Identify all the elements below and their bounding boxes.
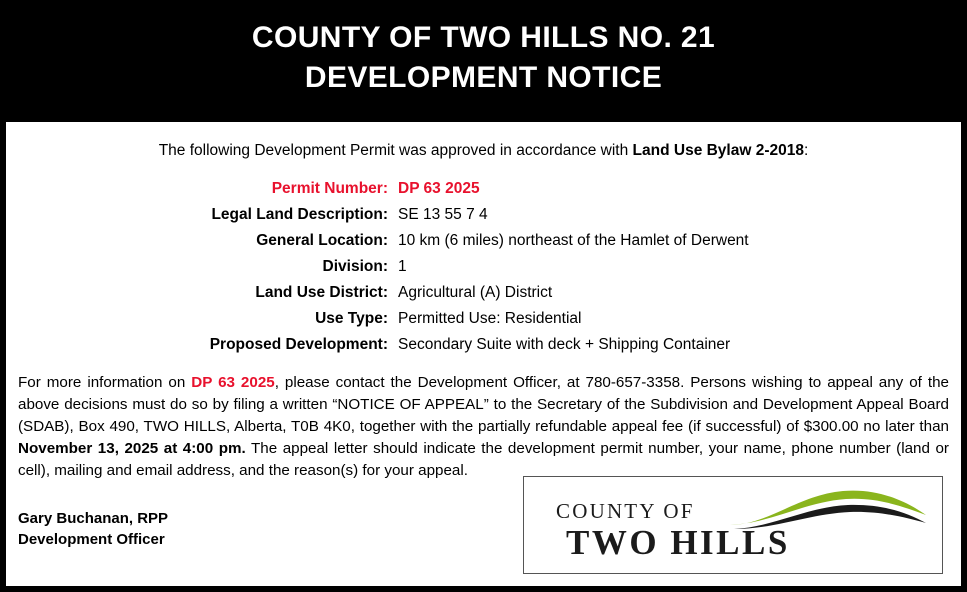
- intro-after: :: [804, 142, 809, 159]
- logo-text-county-of: COUNTY OF: [556, 499, 695, 523]
- detail-label-permit-number: Permit Number:: [271, 179, 388, 197]
- permit-details-table: [18, 176, 949, 358]
- signature-title: Development Officer: [18, 531, 165, 549]
- paragraph-permit-number: DP 63 2025: [191, 373, 275, 391]
- detail-label-general-location: General Location:: [256, 231, 388, 249]
- table-row: [18, 254, 949, 280]
- intro-text: [18, 140, 949, 162]
- appeal-paragraph: [18, 372, 949, 482]
- header-title-line1: COUNTY OF TWO HILLS NO. 21: [251, 21, 716, 54]
- paragraph-part-3: The appeal letter should indicate the development permit number, your name, phone number (land or cell), mailing and email address, and the reason(s) for your appeal.: [18, 439, 949, 479]
- paragraph-part-1: For more information on: [18, 373, 192, 391]
- detail-value-proposed-development: Secondary Suite with deck + Shipping Container: [398, 335, 731, 353]
- logo-text-two-hills: TWO HILLS: [566, 523, 790, 562]
- appeal-deadline: November 13, 2025 at 4:00 pm.: [18, 439, 246, 457]
- detail-label-land-use-district: Land Use District:: [255, 283, 388, 301]
- paragraph-part-2: , please contact the Development Officer, at 780-657-3358. Persons wishing to appeal any of the above decisions must do so by filing a written “NOTICE OF APPEAL” to the Secretary of the Subdivision and Development Appeal Board (SDAB), Box 490, TWO HILLS, Alberta, T0B 4K0, together with the partially refundable appeal fee (if successful) of $300.00 no later than: [18, 373, 949, 435]
- header-title-line2: DEVELOPMENT NOTICE: [304, 60, 663, 94]
- detail-label-division: Division:: [322, 257, 388, 275]
- table-row: [18, 228, 949, 254]
- table-row: [18, 332, 949, 358]
- detail-label-legal-land-description: Legal Land Description:: [211, 205, 388, 223]
- table-row: [18, 306, 949, 332]
- county-logo: [523, 476, 943, 574]
- detail-value-general-location: 10 km (6 miles) northeast of the Hamlet of Derwent: [398, 231, 749, 249]
- notice-header: [0, 0, 967, 109]
- detail-value-use-type: Permitted Use: Residential: [398, 309, 582, 327]
- detail-value-land-use-district: Agricultural (A) District: [398, 283, 553, 301]
- table-row: [18, 202, 949, 228]
- bylaw-reference: Land Use Bylaw 2-2018: [632, 142, 804, 159]
- detail-label-use-type: Use Type:: [315, 309, 388, 327]
- detail-value-division: 1: [398, 257, 407, 275]
- table-row: [18, 176, 949, 202]
- detail-value-legal-land-description: SE 13 55 7 4: [398, 205, 488, 223]
- signature-name: Gary Buchanan, RPP: [18, 509, 169, 527]
- intro-before: The following Development Permit was approved in accordance with: [158, 142, 633, 159]
- notice-body: [6, 122, 961, 586]
- table-row: [18, 280, 949, 306]
- detail-value-permit-number: DP 63 2025: [398, 179, 480, 197]
- detail-label-proposed-development: Proposed Development:: [209, 335, 388, 353]
